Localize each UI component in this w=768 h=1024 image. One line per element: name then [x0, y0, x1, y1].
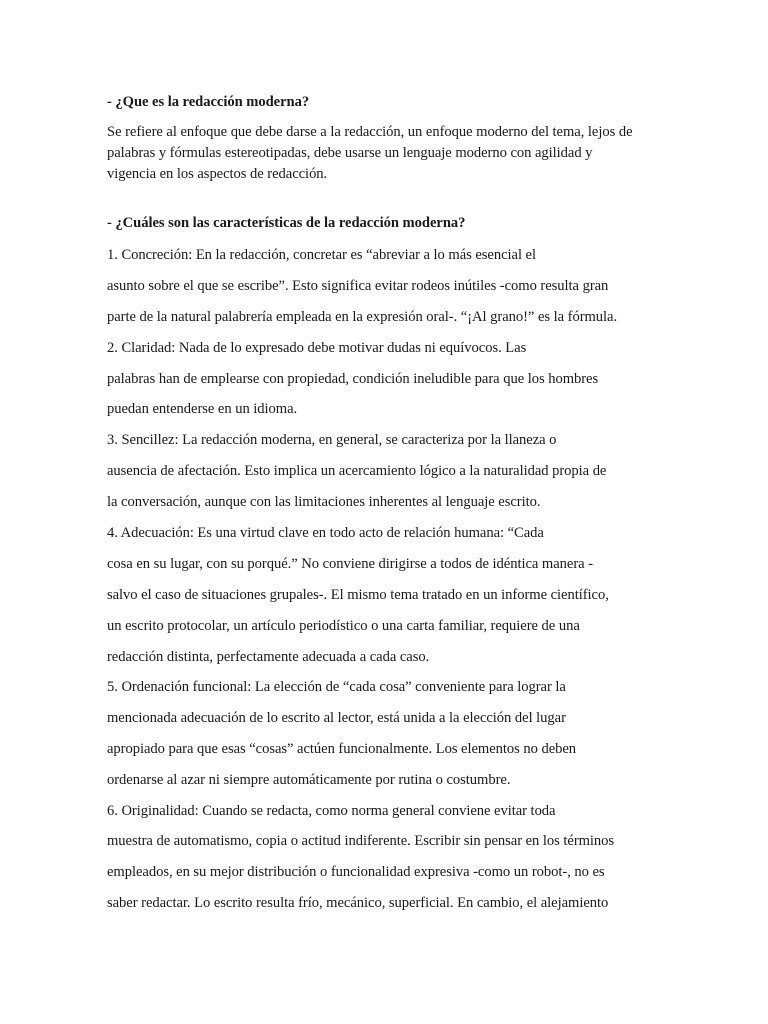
heading-characteristics: - ¿Cuáles son las características de la redacción moderna? [107, 215, 466, 231]
paragraph-line: apropiado para que esas “cosas” actúen funcionalmente. Los elementos no deben [107, 741, 577, 757]
paragraph-line: 5. Ordenación funcional: La elección de “cada cosa” conveniente para lograr la [107, 679, 566, 695]
paragraph-line: asunto sobre el que se escribe”. Esto significa evitar rodeos inútiles -como resulta gran [107, 278, 609, 294]
paragraph-line: salvo el caso de situaciones grupales-. El mismo tema tratado en un informe científico, [107, 587, 609, 603]
paragraph-line: palabras han de emplearse con propiedad, condición ineludible para que los hombres [107, 371, 599, 387]
paragraph-line: mencionada adecuación de lo escrito al lector, está unida a la elección del lugar [107, 710, 566, 726]
paragraph-line: 2. Claridad: Nada de lo expresado debe motivar dudas ni equívocos. Las [107, 340, 527, 356]
paragraph-line: un escrito protocolar, un artículo periodístico o una carta familiar, requiere de una [107, 618, 580, 634]
paragraph-line: vigencia en los aspectos de redacción. [107, 166, 328, 182]
paragraph-line: la conversación, aunque con las limitaciones inherentes al lenguaje escrito. [107, 494, 541, 510]
paragraph-line: saber redactar. Lo escrito resulta frío, mecánico, superficial. En cambio, el alejamiento [107, 895, 609, 911]
paragraph-line: cosa en su lugar, con su porqué.” No conviene dirigirse a todos de idéntica manera - [107, 556, 593, 572]
paragraph-line: 3. Sencillez: La redacción moderna, en general, se caracteriza por la llaneza o [107, 432, 557, 448]
paragraph-line: 6. Originalidad: Cuando se redacta, como norma general conviene evitar toda [107, 803, 556, 819]
paragraph-line: palabras y fórmulas estereotipadas, debe usarse un lenguaje moderno con agilidad y [107, 145, 593, 161]
paragraph-line: ordenarse al azar ni siempre automáticamente por rutina o costumbre. [107, 772, 511, 788]
paragraph-line: empleados, en su mejor distribución o funcionalidad expresiva -como un robot-, no es [107, 864, 605, 880]
paragraph-line: redacción distinta, perfectamente adecuada a cada caso. [107, 649, 430, 665]
paragraph-line: ausencia de afectación. Esto implica un acercamiento lógico a la naturalidad propia de [107, 463, 607, 479]
paragraph-line: muestra de automatismo, copia o actitud indiferente. Escribir sin pensar en los términos [107, 833, 615, 849]
heading-what-is-modern-writing: - ¿Que es la redacción moderna? [107, 94, 310, 110]
paragraph-line: parte de la natural palabrería empleada en la expresión oral-. “¡Al grano!” es la fórmula. [107, 309, 618, 325]
paragraph-line: puedan entenderse en un idioma. [107, 401, 298, 417]
paragraph-line: 1. Concreción: En la redacción, concretar es “abreviar a lo más esencial el [107, 247, 536, 263]
paragraph-line: Se refiere al enfoque que debe darse a la redacción, un enfoque moderno del tema, lejos de [107, 124, 633, 140]
paragraph-line: 4. Adecuación: Es una virtud clave en todo acto de relación humana: “Cada [107, 525, 544, 541]
